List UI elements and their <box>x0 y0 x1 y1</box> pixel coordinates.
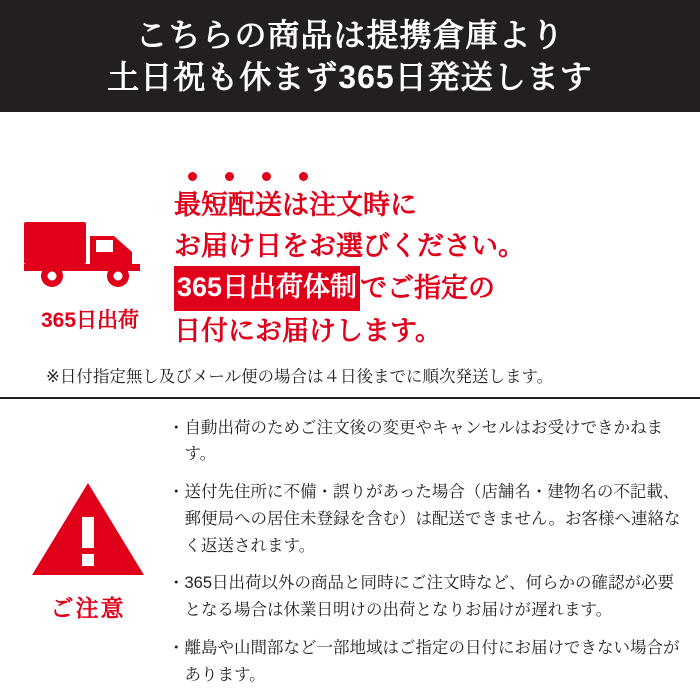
list-item-text: 離島や山間部など一部地域はご指定の日付にお届けできない場合があります。 <box>184 638 680 684</box>
bullet-mark: ・ <box>168 483 185 502</box>
warning-triangle-icon <box>29 479 147 584</box>
delivery-line-2: お届け日をお選びください。 <box>174 230 525 261</box>
caution-label: ご注意 <box>50 594 126 621</box>
bullet-mark: ・ <box>168 574 185 593</box>
delivery-icon-block <box>10 124 170 391</box>
list-item <box>168 479 686 559</box>
dot-2 <box>225 172 234 181</box>
bullet-mark: ・ <box>168 638 185 657</box>
delivery-highlight: 365日出荷体制 <box>174 266 360 311</box>
header-line-2: 土日祝も休まず365日発送します <box>107 59 593 95</box>
delivery-section <box>0 112 700 397</box>
list-item <box>168 570 686 623</box>
banner-header <box>0 0 700 112</box>
delivery-truck-label: 365日出荷 <box>40 308 140 332</box>
list-item <box>168 415 686 468</box>
dot-4 <box>299 172 308 181</box>
dot-1 <box>188 172 197 181</box>
delivery-truck-icon <box>20 208 160 296</box>
decorative-dots <box>188 172 690 181</box>
bullet-mark: ・ <box>168 418 185 437</box>
delivery-line-1: 最短配送は注文時に <box>174 190 417 220</box>
list-item-text: 自動出荷のためご注文後の変更やキャンセルはお受けできかねます。 <box>184 418 663 464</box>
caution-list <box>168 409 686 692</box>
caution-icon-block <box>8 409 168 692</box>
dot-3 <box>262 172 271 181</box>
list-item-text: 送付先住所に不備・誤りがあった場合（店舗名・建物名の不記載、郵便局への居住未登録を含む）は配送できません。お客様へ連絡なく返送されます。 <box>184 483 681 555</box>
delivery-line-3-rest: でご指定の <box>360 273 496 303</box>
caution-section <box>0 399 700 700</box>
header-line-1: こちらの商品は提携倉庫より <box>135 17 565 53</box>
delivery-line-3 <box>174 266 690 311</box>
delivery-line-4: 日付にお届けします。 <box>174 315 442 346</box>
delivery-note: ※日付指定無し及びメール便の場合は４日後までに順次発送します。 <box>46 368 554 386</box>
list-item-text: 365日出荷以外の商品と同時にご注文時など、何らかの確認が必要となる場合は休業日明けの出荷となりお届けが遅れます。 <box>184 574 675 620</box>
delivery-text-block <box>170 124 690 391</box>
list-item <box>168 635 686 688</box>
